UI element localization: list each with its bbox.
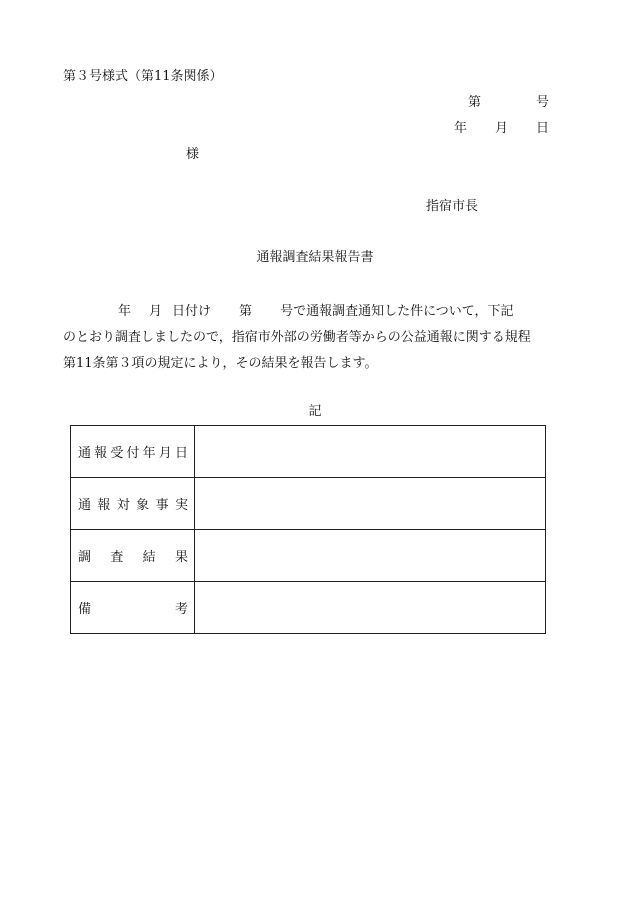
row-label-char: 付 <box>126 446 140 461</box>
body-year: 年 <box>118 304 132 319</box>
table-row <box>71 426 546 478</box>
row-label <box>78 598 188 617</box>
row-value-cell[interactable] <box>195 530 546 582</box>
row-label-char: 象 <box>136 498 150 513</box>
row-label-char: 査 <box>110 550 124 565</box>
row-label-char: 対 <box>116 498 130 513</box>
addressee-suffix: 様 <box>186 147 200 162</box>
row-label-char: 報 <box>97 498 111 513</box>
table-row <box>71 478 546 530</box>
row-label-char: 備 <box>78 602 92 617</box>
date-line <box>454 122 549 135</box>
row-label-cell <box>71 530 195 582</box>
date-year: 年 <box>454 121 468 136</box>
row-label-char: 考 <box>174 602 188 617</box>
date-month: 月 <box>495 121 509 136</box>
document-title: 通報調査結果報告書 <box>256 250 374 265</box>
row-label-char: 事 <box>155 498 169 513</box>
row-label-cell <box>71 426 195 478</box>
body-month: 月 <box>149 304 163 319</box>
row-label-char: 日 <box>174 446 188 461</box>
row-label <box>78 546 188 565</box>
date-day: 日 <box>536 121 550 136</box>
reference-number <box>468 96 549 109</box>
row-label-char: 通 <box>78 446 92 461</box>
report-table <box>70 425 546 634</box>
row-value-cell[interactable] <box>195 478 546 530</box>
ki-heading: 記 <box>308 404 322 419</box>
row-label-char: 月 <box>158 446 172 461</box>
row-label-char: 年 <box>142 446 156 461</box>
row-label-char: 受 <box>110 446 124 461</box>
body-line-2: のとおり調査しましたので，指宿市外部の労働者等からの公益通報に関する規程 <box>63 330 531 345</box>
reference-number-prefix: 第 <box>468 95 482 110</box>
row-value-cell[interactable] <box>195 426 546 478</box>
row-label-cell <box>71 582 195 634</box>
body-no-prefix: 第 <box>239 304 253 319</box>
body-line-1-rest: 号で通報調査通知した件について，下記 <box>280 304 514 319</box>
row-value-cell[interactable] <box>195 582 546 634</box>
row-label-char: 結 <box>142 550 156 565</box>
body-text <box>63 299 553 377</box>
row-label-char: 調 <box>78 550 92 565</box>
row-label <box>78 442 188 461</box>
body-line-3: 第11条第３項の規定により，その結果を報告します。 <box>63 356 378 371</box>
row-label-char: 通 <box>78 498 92 513</box>
body-dated: 日付け <box>172 304 212 319</box>
table-row <box>71 530 546 582</box>
body-line-1 <box>63 299 553 325</box>
form-label: 第３号様式（第11条関係） <box>63 69 223 84</box>
table-row <box>71 582 546 634</box>
reference-number-suffix: 号 <box>536 95 550 110</box>
row-label-char: 果 <box>174 550 188 565</box>
row-label <box>78 494 188 513</box>
sender: 指宿市長 <box>426 199 479 214</box>
row-label-cell <box>71 478 195 530</box>
row-label-char: 実 <box>174 498 188 513</box>
row-label-char: 報 <box>94 446 108 461</box>
